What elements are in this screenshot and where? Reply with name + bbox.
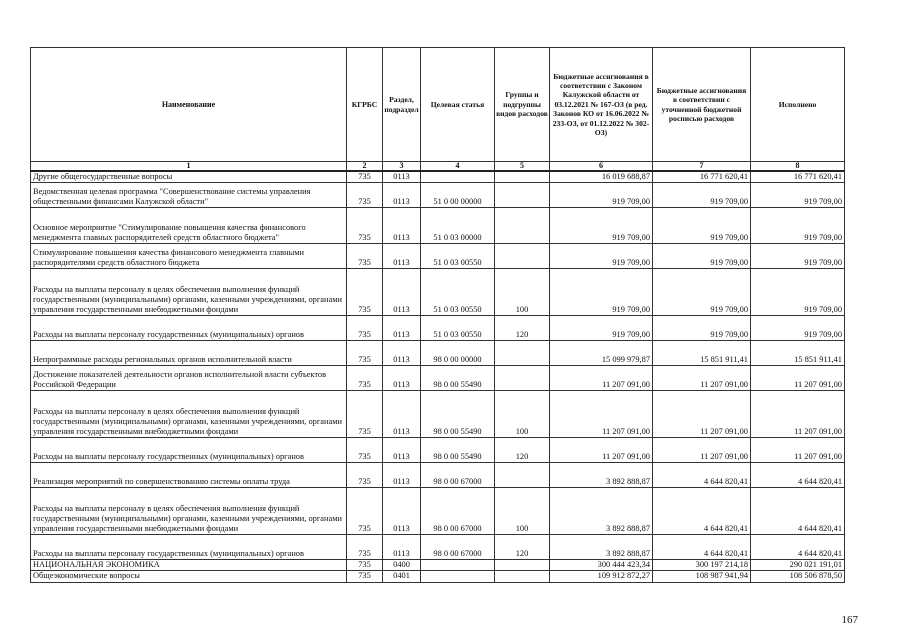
row-group [495,463,550,488]
row-group: 120 [495,316,550,341]
row-law-amount: 11 207 091,00 [550,391,653,438]
column-number: 3 [383,162,421,172]
page-number: 167 [841,614,858,626]
table-row [31,244,845,269]
row-name: Реализация мероприятий по совершенствованию системы оплаты труда [31,463,347,488]
row-section: 0113 [383,183,421,208]
row-refined-amount: 11 207 091,00 [653,391,751,438]
header-section: Раздел, подраздел [383,48,421,162]
row-refined-amount: 4 644 820,41 [653,535,751,560]
row-group [495,366,550,391]
header-kgrbs: КГРБС [347,48,383,162]
row-section: 0113 [383,366,421,391]
table-row [31,571,845,582]
row-target [421,560,495,571]
row-group: 100 [495,391,550,438]
row-section: 0113 [383,488,421,535]
header-name: Наименование [31,48,347,162]
row-kgrbs: 735 [347,244,383,269]
column-number: 8 [751,162,845,172]
row-refined-amount: 108 987 941,94 [653,571,751,582]
row-executed-amount: 108 506 878,50 [751,571,845,582]
row-section: 0113 [383,391,421,438]
row-group [495,560,550,571]
row-refined-amount: 16 771 620,41 [653,171,751,183]
row-refined-amount: 919 709,00 [653,316,751,341]
row-target: 51 0 00 00000 [421,183,495,208]
row-section: 0113 [383,463,421,488]
row-law-amount: 11 207 091,00 [550,438,653,463]
row-name: Другие общегосударственные вопросы [31,171,347,183]
row-section: 0400 [383,560,421,571]
row-section: 0113 [383,316,421,341]
row-refined-amount: 919 709,00 [653,244,751,269]
row-target: 98 0 00 55490 [421,391,495,438]
column-number: 2 [347,162,383,172]
row-kgrbs: 735 [347,488,383,535]
row-kgrbs: 735 [347,366,383,391]
row-law-amount: 919 709,00 [550,316,653,341]
row-target: 98 0 00 67000 [421,535,495,560]
row-target: 98 0 00 55490 [421,438,495,463]
row-name: Расходы на выплаты персоналу в целях обеспечения выполнения функций государственными (муниципальными) органами, казенными учреждениями, органами управления государственными внебюджетными фондами [31,391,347,438]
row-section: 0113 [383,535,421,560]
row-refined-amount: 4 644 820,41 [653,463,751,488]
row-group: 100 [495,269,550,316]
column-number: 6 [550,162,653,172]
row-target: 98 0 00 67000 [421,488,495,535]
row-section: 0113 [383,341,421,366]
row-target [421,171,495,183]
budget-table [30,47,845,583]
row-name: Расходы на выплаты персоналу в целях обеспечения выполнения функций государственными (муниципальными) органами, казенными учреждениями, органами управления государственными внебюджетными фондами [31,488,347,535]
row-section: 0113 [383,208,421,244]
row-law-amount: 16 019 688,87 [550,171,653,183]
row-kgrbs: 735 [347,391,383,438]
row-name: Непрограммные расходы региональных органов исполнительной власти [31,341,347,366]
row-executed-amount: 15 851 911,41 [751,341,845,366]
row-kgrbs: 735 [347,269,383,316]
column-number: 4 [421,162,495,172]
header-row [31,48,845,162]
table-row [31,438,845,463]
row-refined-amount: 4 644 820,41 [653,488,751,535]
table-row [31,208,845,244]
row-group: 120 [495,438,550,463]
table-row [31,183,845,208]
row-target: 98 0 00 67000 [421,463,495,488]
row-section: 0113 [383,171,421,183]
row-refined-amount: 11 207 091,00 [653,366,751,391]
header-refined-assignments: Бюджетные ассигнования в соответствии с уточненной бюджетной росписью расходов [653,48,751,162]
row-name: Стимулирование повышения качества финансового менеджмента главными распорядителями средств областного бюджета [31,244,347,269]
column-number: 1 [31,162,347,172]
row-law-amount: 300 444 423,34 [550,560,653,571]
row-group [495,341,550,366]
row-kgrbs: 735 [347,183,383,208]
table-row [31,391,845,438]
row-refined-amount: 11 207 091,00 [653,438,751,463]
row-target: 98 0 00 00000 [421,341,495,366]
row-law-amount: 3 892 888,87 [550,488,653,535]
row-target: 51 0 03 00550 [421,269,495,316]
row-name: Основное мероприятие "Стимулирование повышения качества финансового менеджмента главных распорядителей средств областного бюджета" [31,208,347,244]
header-groups: Группы и подгруппы видов расходов [495,48,550,162]
row-kgrbs: 735 [347,535,383,560]
row-refined-amount: 919 709,00 [653,183,751,208]
table-row [31,535,845,560]
row-law-amount: 3 892 888,87 [550,535,653,560]
row-executed-amount: 919 709,00 [751,316,845,341]
table-row [31,269,845,316]
row-executed-amount: 919 709,00 [751,244,845,269]
row-law-amount: 919 709,00 [550,244,653,269]
row-executed-amount: 919 709,00 [751,208,845,244]
row-refined-amount: 300 197 214,18 [653,560,751,571]
row-section: 0113 [383,438,421,463]
row-group [495,208,550,244]
table-row [31,488,845,535]
row-target: 51 0 03 00550 [421,244,495,269]
row-kgrbs: 735 [347,208,383,244]
row-section: 0113 [383,244,421,269]
row-group [495,244,550,269]
row-target: 98 0 00 55490 [421,366,495,391]
row-name: Расходы на выплаты персоналу государственных (муниципальных) органов [31,316,347,341]
row-executed-amount: 11 207 091,00 [751,366,845,391]
row-executed-amount: 16 771 620,41 [751,171,845,183]
row-name: Расходы на выплаты персоналу государственных (муниципальных) органов [31,438,347,463]
row-target: 51 0 03 00000 [421,208,495,244]
column-number-row [31,162,845,172]
row-target: 51 0 03 00550 [421,316,495,341]
row-executed-amount: 4 644 820,41 [751,488,845,535]
table-body [31,171,845,582]
header-target: Целевая статья [421,48,495,162]
row-law-amount: 919 709,00 [550,208,653,244]
row-name: Расходы на выплаты персоналу в целях обеспечения выполнения функций государственными (муниципальными) органами, казенными учреждениями, органами управления государственными внебюджетными фондами [31,269,347,316]
row-group: 100 [495,488,550,535]
table-row [31,463,845,488]
row-section: 0113 [383,269,421,316]
row-kgrbs: 735 [347,438,383,463]
row-kgrbs: 735 [347,560,383,571]
row-refined-amount: 15 851 911,41 [653,341,751,366]
table-row [31,366,845,391]
row-kgrbs: 735 [347,571,383,582]
row-refined-amount: 919 709,00 [653,269,751,316]
row-law-amount: 919 709,00 [550,269,653,316]
row-kgrbs: 735 [347,341,383,366]
row-executed-amount: 919 709,00 [751,183,845,208]
table-row [31,316,845,341]
row-target [421,571,495,582]
row-name: НАЦИОНАЛЬНАЯ ЭКОНОМИКА [31,560,347,571]
row-executed-amount: 4 644 820,41 [751,463,845,488]
row-kgrbs: 735 [347,463,383,488]
row-name: Достижение показателей деятельности органов исполнительной власти субъектов Российской Федерации [31,366,347,391]
row-kgrbs: 735 [347,171,383,183]
row-group [495,571,550,582]
table-row [31,171,845,183]
row-name: Общеэкономические вопросы [31,571,347,582]
row-executed-amount: 11 207 091,00 [751,391,845,438]
row-executed-amount: 290 021 191,01 [751,560,845,571]
column-number: 7 [653,162,751,172]
row-group [495,171,550,183]
header-law-assignments: Бюджетные ассигнования в соответствии с Законом Калужской области от 03.12.2021 № 167-ОЗ (в ред. Законов КО от 16.06.2022 № 233-ОЗ, от 01.12.2022 № 302-ОЗ) [550,48,653,162]
row-group: 120 [495,535,550,560]
row-law-amount: 919 709,00 [550,183,653,208]
column-number: 5 [495,162,550,172]
row-law-amount: 109 912 872,27 [550,571,653,582]
row-executed-amount: 11 207 091,00 [751,438,845,463]
row-name: Ведомственная целевая программа "Совершенствование системы управления общественными финансами Калужской области" [31,183,347,208]
row-section: 0401 [383,571,421,582]
row-name: Расходы на выплаты персоналу государственных (муниципальных) органов [31,535,347,560]
row-law-amount: 3 892 888,87 [550,463,653,488]
row-executed-amount: 4 644 820,41 [751,535,845,560]
row-refined-amount: 919 709,00 [653,208,751,244]
row-law-amount: 15 099 979,87 [550,341,653,366]
row-executed-amount: 919 709,00 [751,269,845,316]
row-group [495,183,550,208]
row-kgrbs: 735 [347,316,383,341]
table-row [31,560,845,571]
header-executed: Исполнено [751,48,845,162]
table-row [31,341,845,366]
row-law-amount: 11 207 091,00 [550,366,653,391]
